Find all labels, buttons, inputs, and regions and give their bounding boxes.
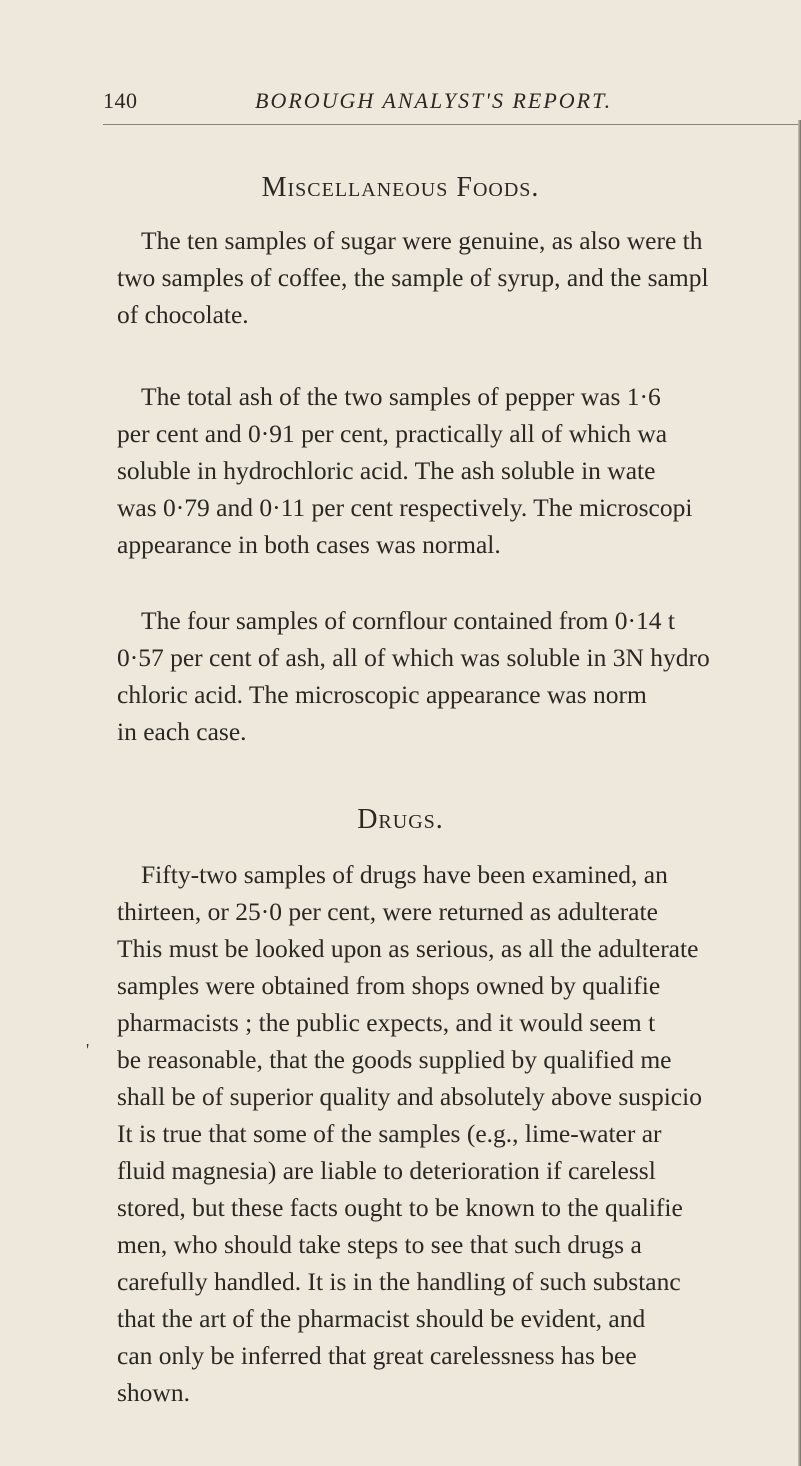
paragraph-line: The four samples of cornflour contained from 0·14 t	[141, 606, 675, 635]
paragraph-line: The total ash of the two samples of pepper was 1·6	[141, 382, 661, 411]
paragraph-line: Fifty-two samples of drugs have been examined, an	[141, 860, 668, 889]
paragraph-line: men, who should take steps to see that such drugs a	[117, 1230, 642, 1259]
paragraph-line: per cent and 0·91 per cent, practically all of which wa	[117, 419, 668, 448]
paragraph-line: pharmacists ; the public expects, and it would seem t	[117, 1008, 656, 1037]
paragraph-line: be reasonable, that the goods supplied by qualified me	[117, 1045, 672, 1074]
paragraph-line: that the art of the pharmacist should be evident, and	[117, 1304, 646, 1333]
paragraph-line: chloric acid. The microscopic appearance was norm	[117, 680, 647, 709]
margin-mark: '	[86, 1040, 90, 1060]
paragraph-line: appearance in both cases was normal.	[117, 530, 501, 559]
running-head-title: BOROUGH ANALYST'S REPORT.	[255, 88, 613, 113]
paragraph-line: shall be of superior quality and absolutely above suspicio	[117, 1082, 702, 1111]
page-number: 140	[103, 88, 138, 113]
paragraph-line: stored, but these facts ought to be known to the qualifie	[117, 1193, 683, 1222]
paragraph-line: thirteen, or 25·0 per cent, were returned as adulterate	[117, 897, 658, 926]
paragraph-line: samples were obtained from shops owned by qualifie	[117, 971, 661, 1000]
paragraph-line: shown.	[117, 1378, 190, 1407]
paragraph-line: was 0·79 and 0·11 per cent respectively. The microscopi	[117, 493, 693, 522]
paragraph-line: in each case.	[117, 717, 247, 746]
paragraph-line: This must be looked upon as serious, as all the adulterate	[117, 934, 699, 963]
paragraph-line: soluble in hydrochloric acid. The ash soluble in wate	[117, 456, 656, 485]
section-title-miscellaneous-foods: Miscellaneous Foods.	[261, 172, 540, 203]
paragraph-line: It is true that some of the samples (e.g., lime-water ar	[117, 1119, 662, 1148]
paragraph-line: two samples of coffee, the sample of syrup, and the sampl	[117, 263, 709, 292]
header-rule	[103, 124, 801, 125]
paragraph-line: of chocolate.	[117, 300, 249, 329]
running-head	[103, 88, 801, 128]
paragraph-line: The ten samples of sugar were genuine, as also were th	[141, 226, 703, 255]
paragraph-line: can only be inferred that great carelessness has bee	[117, 1341, 637, 1370]
paragraph-line: carefully handled. It is in the handling of such substanc	[117, 1267, 681, 1296]
paragraph-line: 0·57 per cent of ash, all of which was soluble in 3N hydro	[117, 643, 710, 672]
paragraph-line: fluid magnesia) are liable to deterioration if carelessl	[117, 1156, 656, 1185]
section-title-drugs: Drugs.	[357, 804, 444, 835]
